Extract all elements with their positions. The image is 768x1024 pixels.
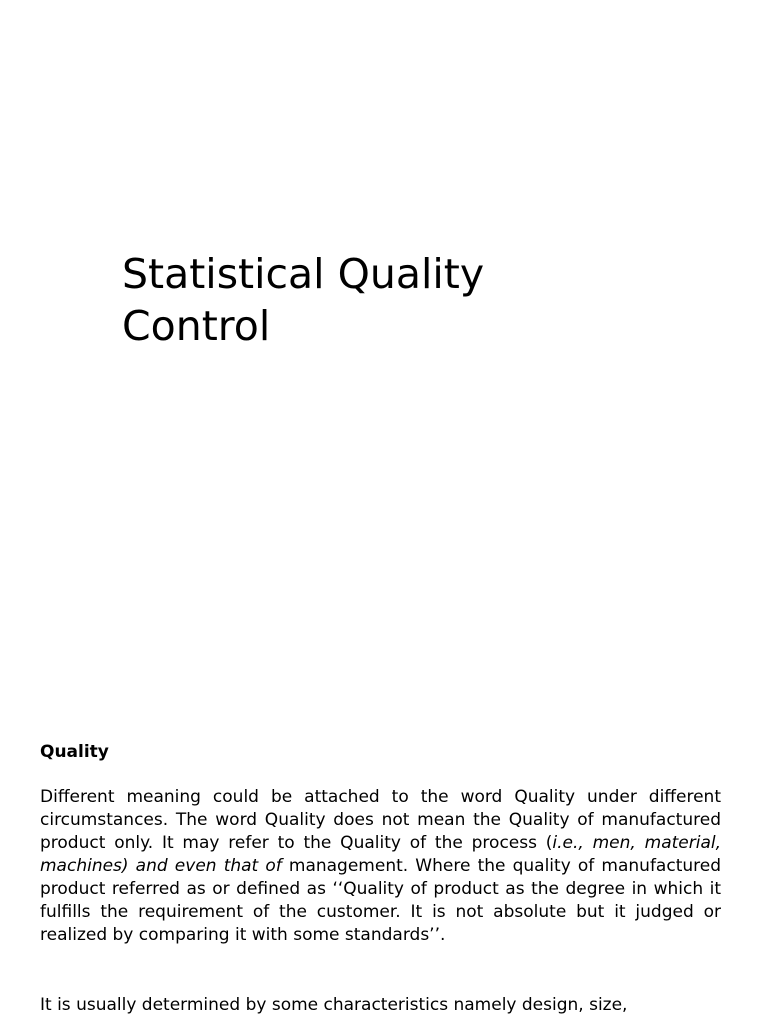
quality-section <box>40 740 721 1017</box>
quality-paragraph <box>40 786 721 947</box>
paragraph-italic-text: i.e., men, material, machines) and even that of <box>40 833 721 876</box>
title-line-1: Statistical Quality <box>122 250 485 298</box>
paragraph-text-part-1: Different meaning could be attached to the word Quality under different circumstances. The word Quality does not mean the Quality of manufactured product only. It may refer to the Quality of the process ( <box>40 787 721 853</box>
page-title <box>122 248 484 352</box>
paragraph-text-part-2: management. Where the quality of manufactured product referred as or defined as ‘‘Quality of product as the degree in which it fulfills the requirement of the customer. It is not absolute but it judged or realized by comparing it with some standards’’. <box>40 856 721 945</box>
characteristics-paragraph: It is usually determined by some characteristics namely design, size, <box>40 995 628 1015</box>
section-heading: Quality <box>40 742 109 762</box>
title-line-2: Control <box>122 302 271 350</box>
